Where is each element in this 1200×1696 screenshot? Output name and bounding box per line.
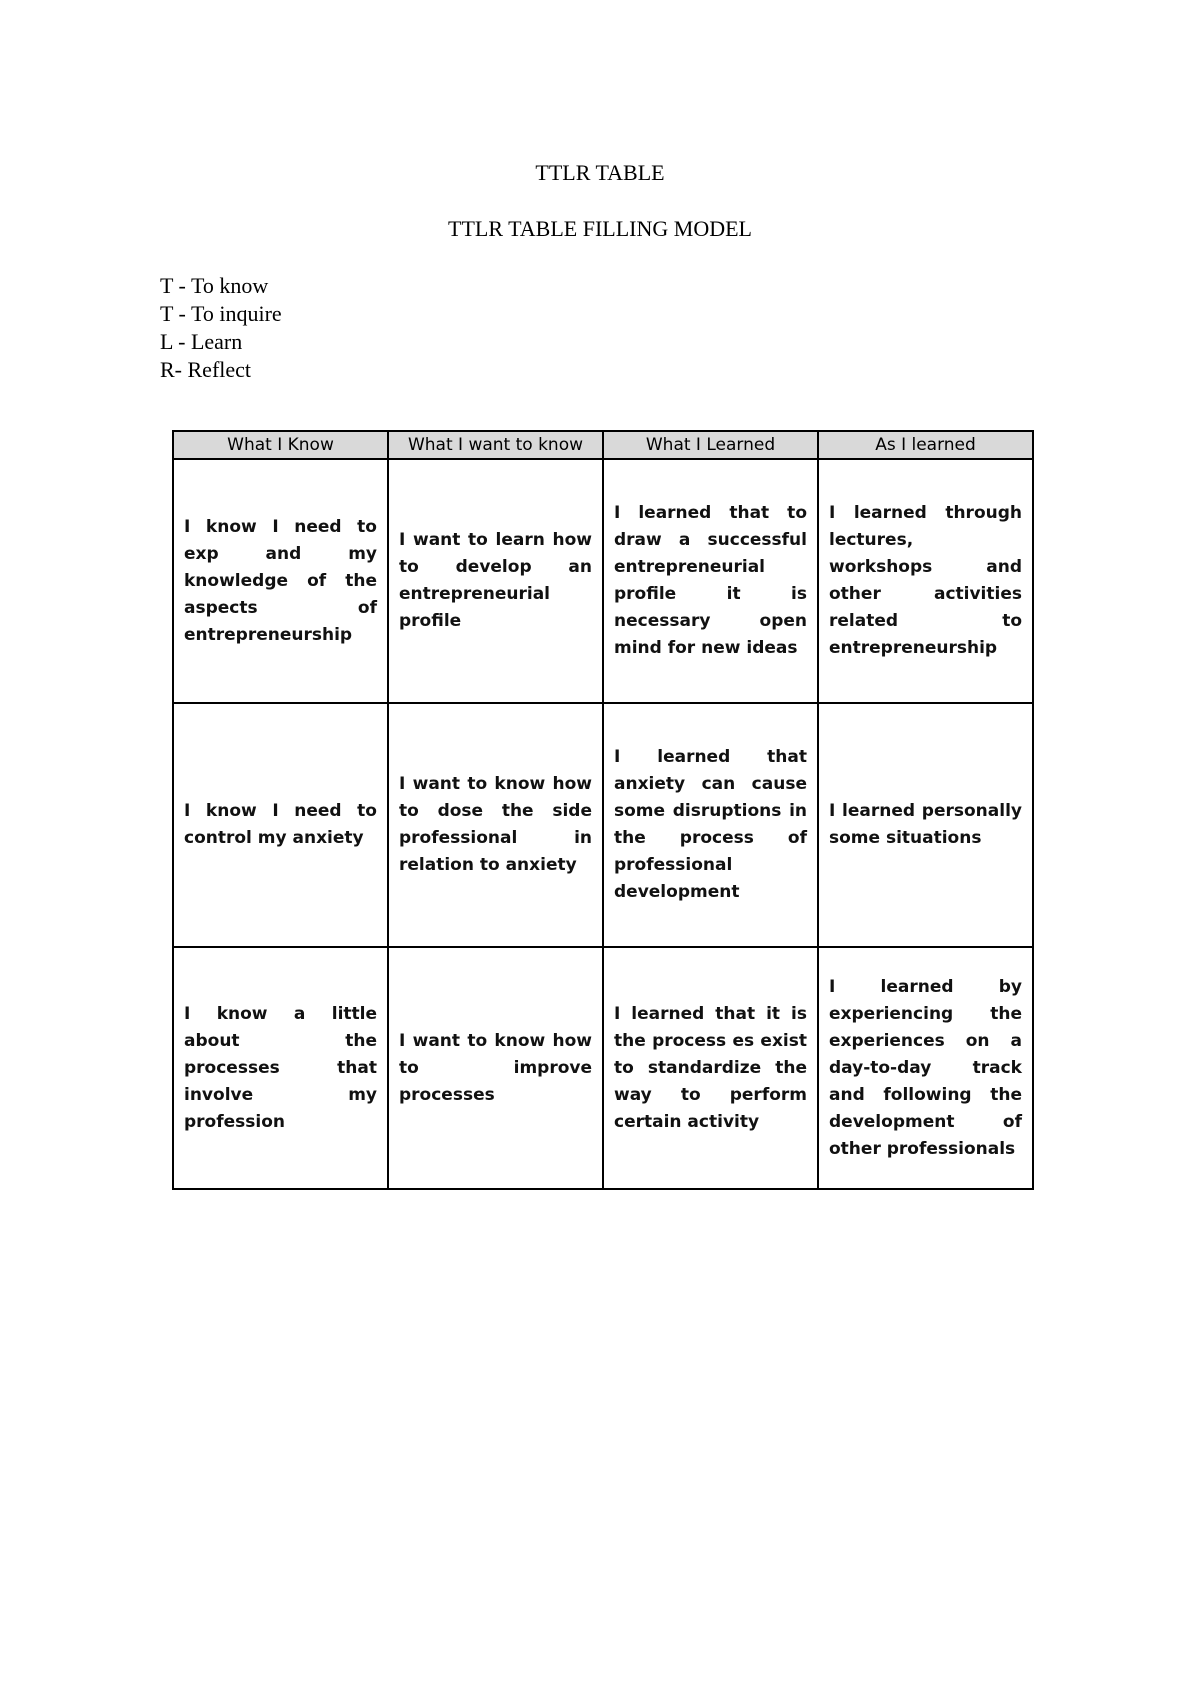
table-cell — [818, 947, 1033, 1189]
table-cell — [173, 947, 388, 1189]
ttlr-table — [172, 430, 1034, 1190]
table-cell — [173, 703, 388, 947]
document-title: TTLR TABLE — [535, 160, 665, 185]
cell-text: I know I need to exp and my knowledge of the aspects of entrepreneurship — [184, 516, 377, 645]
cell-text: I want to learn how to develop an entrepreneurial profile — [399, 530, 592, 631]
cell-text: I want to know how to improve processes — [399, 1030, 592, 1105]
table-cell — [818, 703, 1033, 947]
cell-text: I learned that to draw a successful entrepreneurial profile it is necessary open mind for new ideas — [614, 503, 807, 658]
cell-text: I know a little about the processes that involve my profession — [184, 1003, 377, 1132]
legend — [160, 272, 282, 384]
document-subtitle: TTLR TABLE FILLING MODEL — [448, 216, 752, 241]
table-cell — [173, 459, 388, 703]
table-cell — [818, 459, 1033, 703]
table-cell — [603, 459, 818, 703]
cell-text: I learned through lectures, workshops and other activities related to entrepreneurship — [829, 503, 1022, 658]
cell-text: I learned personally some situations — [829, 801, 1022, 848]
legend-item-learn: L - Learn — [160, 329, 243, 354]
table-cell — [603, 947, 818, 1189]
cell-text: I want to know how to dose the side professional in relation to anxiety — [399, 774, 592, 875]
table-cell — [603, 703, 818, 947]
cell-text: I know I need to control my anxiety — [184, 801, 377, 848]
cell-text: I learned that anxiety can cause some disruptions in the process of professional development — [614, 747, 807, 902]
cell-text: I learned that it is the process es exist to standardize the way to perform certain activity — [614, 1003, 807, 1132]
table-cell — [388, 459, 603, 703]
header-what-i-know: What I Know — [173, 431, 388, 459]
table-header-row — [173, 431, 1033, 459]
legend-item-to-know: T - To know — [160, 273, 269, 298]
table-row — [173, 947, 1033, 1189]
header-what-i-learned: What I Learned — [603, 431, 818, 459]
table-cell — [388, 703, 603, 947]
table-row — [173, 703, 1033, 947]
legend-item-reflect: R- Reflect — [160, 357, 252, 382]
table-row — [173, 459, 1033, 703]
header-as-i-learned: As I learned — [818, 431, 1033, 459]
table-cell — [388, 947, 603, 1189]
legend-item-to-inquire: T - To inquire — [160, 301, 282, 326]
header-what-i-want-to-know: What I want to know — [388, 431, 603, 459]
cell-text: I learned by experiencing the experiences on a day-to-day track and following the development of other professionals — [829, 976, 1022, 1159]
